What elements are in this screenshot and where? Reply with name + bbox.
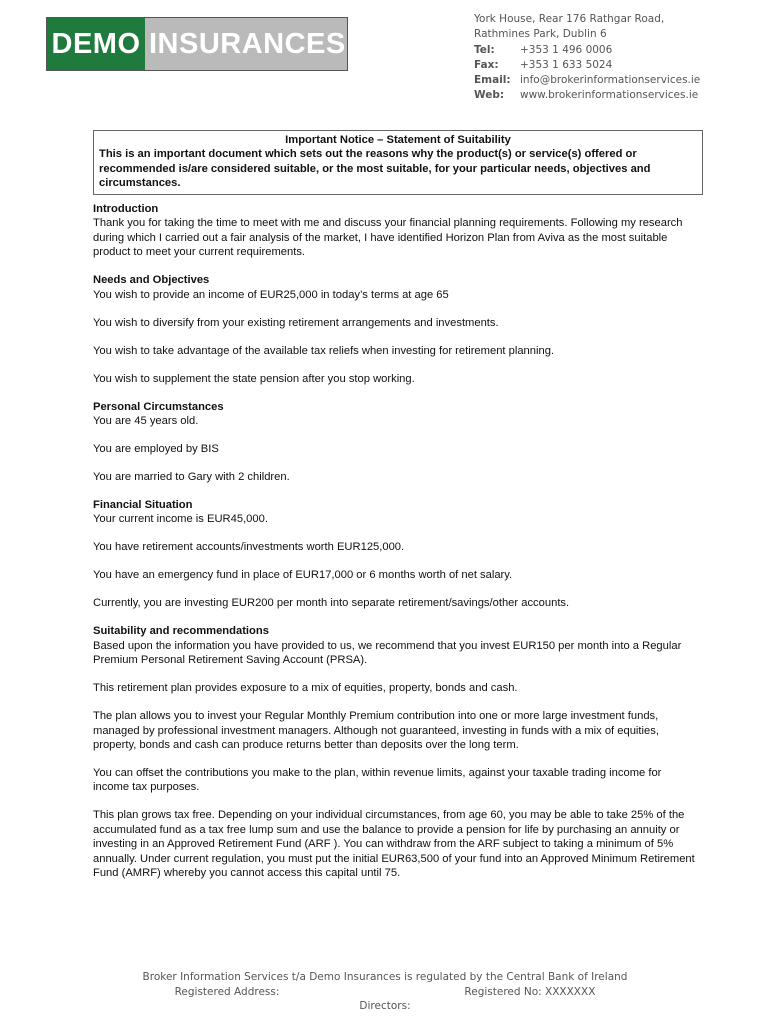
notice-title: Important Notice – Statement of Suitability bbox=[285, 134, 511, 146]
section-heading: Introduction bbox=[93, 203, 159, 215]
paragraph: Currently, you are investing EUR200 per month into separate retirement/savings/other accounts. bbox=[93, 597, 570, 610]
footer-registered-no: Registered No: XXXXXXX bbox=[464, 985, 596, 998]
paragraph: You are employed by BIS bbox=[93, 443, 219, 456]
contact-fax: Fax: +353 1 633 5024 bbox=[474, 58, 613, 71]
paragraph: You wish to supplement the state pension after you stop working. bbox=[93, 372, 415, 385]
paragraph: Thank you for taking the time to meet with me and discuss your financial planning requirements. Following my research during which I carried out a fair analysis of the market, I have identified Horizon Plan from Aviva as the most suitable product to meet your current requirements. bbox=[93, 217, 683, 259]
paragraph: This retirement plan provides exposure to a mix of equities, property, bonds and cash. bbox=[93, 682, 518, 695]
paragraph: You are married to Gary with 2 children. bbox=[93, 471, 290, 484]
section-heading: Suitability and recommendations bbox=[93, 625, 269, 638]
contact-web: Web: www.brokerinformationservices.ie bbox=[474, 89, 699, 102]
footer-directors: Directors: bbox=[359, 1000, 411, 1012]
paragraph: You are 45 years old. bbox=[93, 415, 199, 428]
logo-left: DEMO bbox=[47, 18, 145, 70]
contact-email: Email: info@brokerinformationservices.ie bbox=[474, 74, 701, 87]
logo-right: INSURANCES bbox=[145, 18, 347, 70]
paragraph: You can offset the contributions you make to the plan, within revenue limits, against your taxable trading income for income tax purposes. bbox=[93, 767, 662, 794]
page-footer bbox=[0, 970, 770, 1014]
footer-regulation: Broker Information Services t/a Demo Insurances is regulated by the Central Bank of Ireland bbox=[142, 971, 628, 983]
footer-registration bbox=[0, 985, 770, 1000]
section-heading: Financial Situation bbox=[93, 499, 193, 512]
section-financial-situation bbox=[93, 498, 699, 611]
paragraph: The plan allows you to invest your Regular Monthly Premium contribution into one or more large investment funds, managed by professional investment managers. Although not guaranteed, investing in funds with a mix of equities, property, bonds and cash can produce returns better than deposits over the long term. bbox=[93, 710, 659, 752]
paragraph: You have retirement accounts/investments worth EUR125,000. bbox=[93, 541, 405, 554]
section-personal-circumstances bbox=[93, 400, 699, 485]
paragraph: This plan grows tax free. Depending on your individual circumstances, from age 60, you may be able to take 25% of the accumulated fund as a tax free lump sum and use the balance to provide a pension for life by purchasing an annuity or investing in an Approved Retirement Fund (ARF ). You can withdraw from the ARF subject to taking a minimum of 5% annually. Under current regulation, you must put the initial EUR63,500 of your fund into an Approved Minimum Retirement Fund (AMRF) whereby you cannot access this capital until 75. bbox=[93, 809, 695, 880]
address-line-1: York House, Rear 176 Rathgar Road, bbox=[474, 13, 665, 25]
section-heading: Needs and Objectives bbox=[93, 274, 210, 287]
paragraph: Based upon the information you have provided to us, we recommend that you invest EUR150 per month into a Regular Premium Personal Retirement Saving Account (PRSA). bbox=[93, 639, 682, 667]
company-logo bbox=[46, 17, 348, 71]
section-heading: Personal Circumstances bbox=[93, 400, 224, 413]
paragraph: You have an emergency fund in place of EUR17,000 or 6 months worth of net salary. bbox=[93, 569, 513, 582]
footer-registered-address: Registered Address: bbox=[174, 985, 280, 998]
important-notice-box bbox=[93, 130, 703, 195]
paragraph: You wish to take advantage of the available tax reliefs when investing for retirement planning. bbox=[93, 344, 555, 357]
address-line-2: Rathmines Park, Dublin 6 bbox=[474, 28, 607, 41]
section-needs-objectives bbox=[93, 273, 699, 386]
paragraph: You wish to provide an income of EUR25,000 in today’s terms at age 65 bbox=[93, 288, 449, 301]
contact-tel: Tel: +353 1 496 0006 bbox=[474, 43, 613, 56]
document-body bbox=[93, 202, 699, 894]
address-block bbox=[474, 12, 764, 104]
paragraph: Your current income is EUR45,000. bbox=[93, 513, 268, 526]
notice-body: This is an important document which sets out the reasons why the product(s) or service(s) offered or recommended is/are considered suitable, or the most suitable, for your particular needs, objectives and circumstances. bbox=[99, 148, 651, 190]
paragraph: You wish to diversify from your existing retirement arrangements and investments. bbox=[93, 316, 499, 329]
section-suitability bbox=[93, 624, 699, 880]
section-introduction bbox=[93, 202, 699, 260]
